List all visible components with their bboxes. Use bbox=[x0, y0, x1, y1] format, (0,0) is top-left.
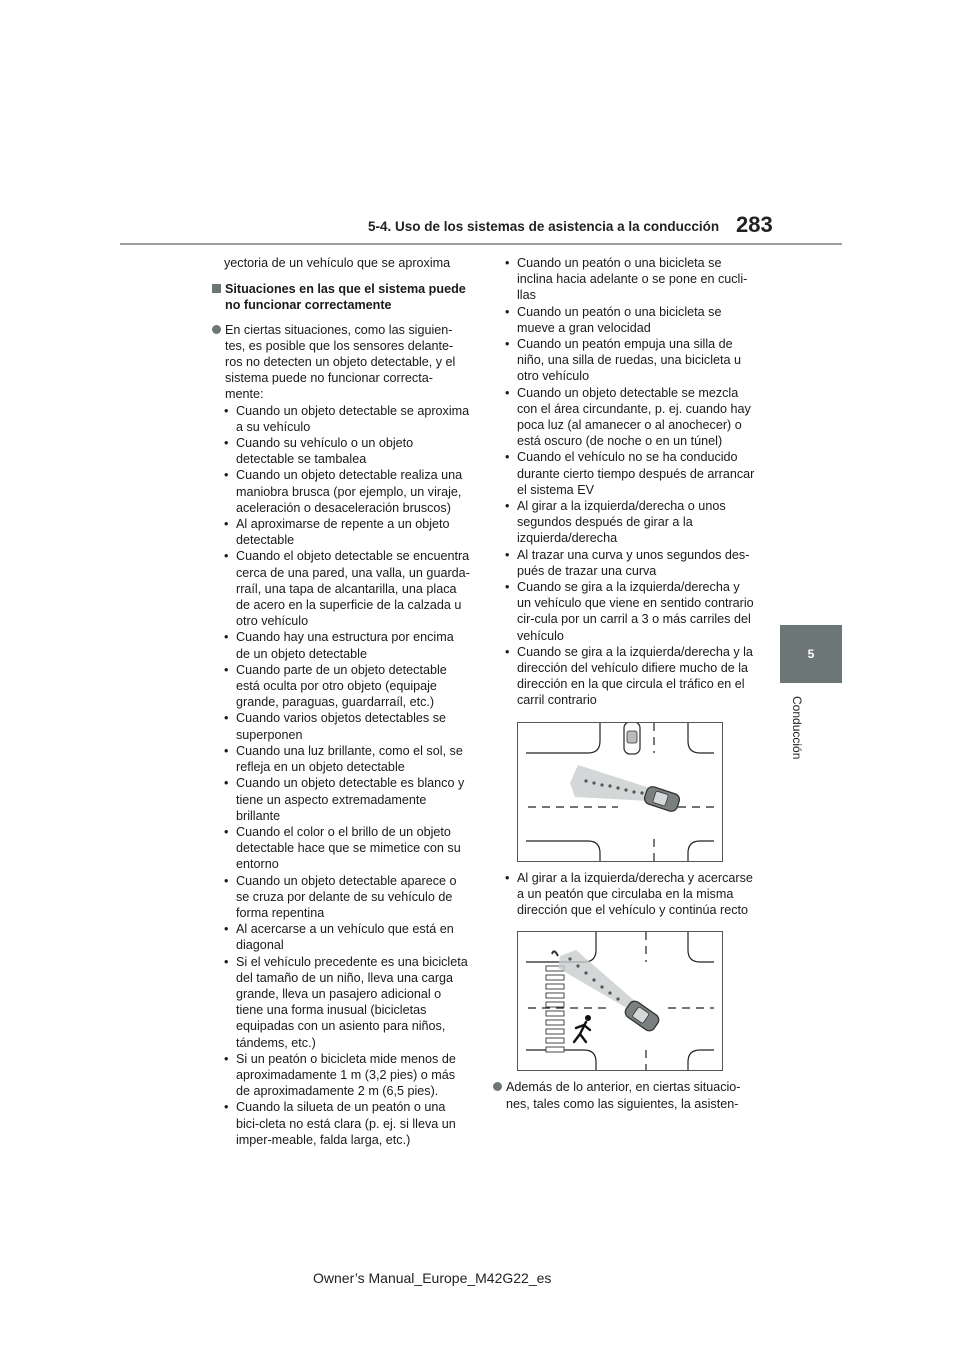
section-title: 5-4. Uso de los sistemas de asistencia a la conducción bbox=[368, 219, 720, 234]
list-item: • Si el vehículo precedente es una bicicleta del tamaño de un niño, lleva una carga grande, lleva un pasajero adicional o tiene una forma inusual (bicicletas equipadas con un asiento para niños, tándems, etc.) bbox=[224, 954, 470, 1051]
list-item: • Al aproximarse de repente a un objeto detectable bbox=[224, 516, 470, 548]
list-item: • Cuando su vehículo o un objeto detectable se tambalea bbox=[224, 435, 470, 467]
left-column bbox=[212, 255, 470, 1148]
list-item: • Cuando se gira a la izquierda/derecha y la dirección del vehículo difiere mucho de la dirección en la que circula el tráfico en el carril contrario bbox=[505, 644, 755, 709]
list-item: • Cuando una luz brillante, como el sol, se refleja en un objeto detectable bbox=[224, 743, 470, 775]
list-item: • Cuando un peatón o una bicicleta se inclina hacia adelante o se pone en cucli-llas bbox=[505, 255, 755, 304]
list-item: • Cuando un objeto detectable realiza una maniobra brusca (por ejemplo, un viraje, aceleración o desaceleración bruscos) bbox=[224, 467, 470, 516]
chapter-label: Conducción bbox=[790, 696, 804, 760]
figure-turning-pedestrian bbox=[517, 931, 723, 1071]
list-item: • Cuando se gira a la izquierda/derecha y un vehículo que viene en sentido contrario cir-cula por un carril a 3 o más carriles del vehículo bbox=[505, 579, 755, 644]
list-item: • Al trazar una curva y unos segundos des-pués de trazar una curva bbox=[505, 547, 755, 579]
crosswalk-diagram bbox=[518, 932, 722, 1070]
square-bullet-icon bbox=[212, 284, 221, 293]
own-car-icon bbox=[643, 785, 681, 813]
figure-turning-oncoming-vehicle bbox=[517, 722, 723, 862]
list-item: • Al acercarse a un vehículo que está en diagonal bbox=[224, 921, 470, 953]
section-heading bbox=[212, 281, 470, 313]
list-item: • Cuando la silueta de un peatón o una bici-cleta no está clara (p. ej. si lleva un imper-meable, falda larga, etc.) bbox=[224, 1099, 470, 1148]
detection-marker-icon bbox=[552, 952, 558, 957]
page-number: 283 bbox=[736, 212, 773, 237]
chapter-number: 5 bbox=[807, 647, 815, 661]
intro-text: En ciertas situaciones, como las siguien-tes, es posible que los sensores delante-ros no detecten un objeto detectable, y el sistema puede no funcionar correcta-mente: bbox=[225, 322, 456, 402]
right-column bbox=[493, 255, 755, 1112]
heading-text: Situaciones en las que el sistema puede no funcionar correctamente bbox=[225, 282, 466, 313]
closing-text: Además de lo anterior, en ciertas situacio-nes, tales como las siguientes, la asisten- bbox=[506, 1080, 741, 1111]
list-item: • Cuando parte de un objeto detectable está oculta por otro objeto (equipaje grande, paraguas, guardarraíl, etc.) bbox=[224, 662, 470, 711]
circle-bullet-icon bbox=[493, 1082, 502, 1091]
oncoming-car-icon bbox=[624, 723, 640, 754]
list-item: • Cuando varios objetos detectables se superponen bbox=[224, 710, 470, 742]
chapter-tab[interactable] bbox=[780, 625, 842, 683]
crosswalk bbox=[546, 966, 564, 1052]
list-item: • Al girar a la izquierda/derecha o unos segundos después de girar a la izquierda/derecha bbox=[505, 498, 755, 547]
pedestrian-icon bbox=[574, 1015, 591, 1042]
intersection-diagram bbox=[518, 723, 722, 861]
continuation-text: yectoria de un vehículo que se aproxima bbox=[224, 256, 451, 270]
list-item: • Cuando un objeto detectable es blanco y tiene un aspecto extremadamente brillante bbox=[224, 775, 470, 824]
condition-list bbox=[493, 255, 755, 709]
list-item: • Cuando un peatón o una bicicleta se mueve a gran velocidad bbox=[505, 304, 755, 336]
header-rule bbox=[120, 243, 842, 245]
condition-list-continued bbox=[493, 870, 755, 919]
list-item: • Cuando un objeto detectable aparece o se cruza por delante de su vehículo de forma repentina bbox=[224, 873, 470, 922]
list-item: • Cuando el objeto detectable se encuentra cerca de una pared, una valla, un guarda-rraíl, una tapa de alcantarilla, una placa de acero en la superficie de la calzada u otro vehículo bbox=[224, 548, 470, 629]
list-item: • Cuando un objeto detectable se mezcla con el área circundante, p. ej. cuando hay poca luz (al amanecer o al anochecer) o está oscuro (de noche o en un túnel) bbox=[505, 385, 755, 450]
intro-paragraph bbox=[212, 322, 470, 403]
closing-paragraph bbox=[493, 1079, 755, 1111]
list-item: • Al girar a la izquierda/derecha y acercarse a un peatón que circulaba en la misma dirección que el vehículo y continúa recto bbox=[505, 870, 755, 919]
footer-manual-id: Owner’s Manual_Europe_M42G22_es bbox=[313, 1270, 552, 1286]
list-item: • Cuando un peatón empuja una silla de niño, una silla de ruedas, una bicicleta u otro vehículo bbox=[505, 336, 755, 385]
circle-bullet-icon bbox=[212, 325, 221, 334]
list-item: • Cuando hay una estructura por encima de un objeto detectable bbox=[224, 629, 470, 661]
list-item: • Cuando el color o el brillo de un objeto detectable hace que se mimetice con su entorno bbox=[224, 824, 470, 873]
list-item: • Si un peatón o bicicleta mide menos de aproximadamente 1 m (3,2 pies) o más de aproximadamente 2 m (6,5 pies). bbox=[224, 1051, 470, 1100]
condition-list bbox=[212, 403, 470, 1148]
list-item: • Cuando un objeto detectable se aproxima a su vehículo bbox=[224, 403, 470, 435]
list-item: • Cuando el vehículo no se ha conducido durante cierto tiempo después de arrancar el sistema EV bbox=[505, 449, 755, 498]
